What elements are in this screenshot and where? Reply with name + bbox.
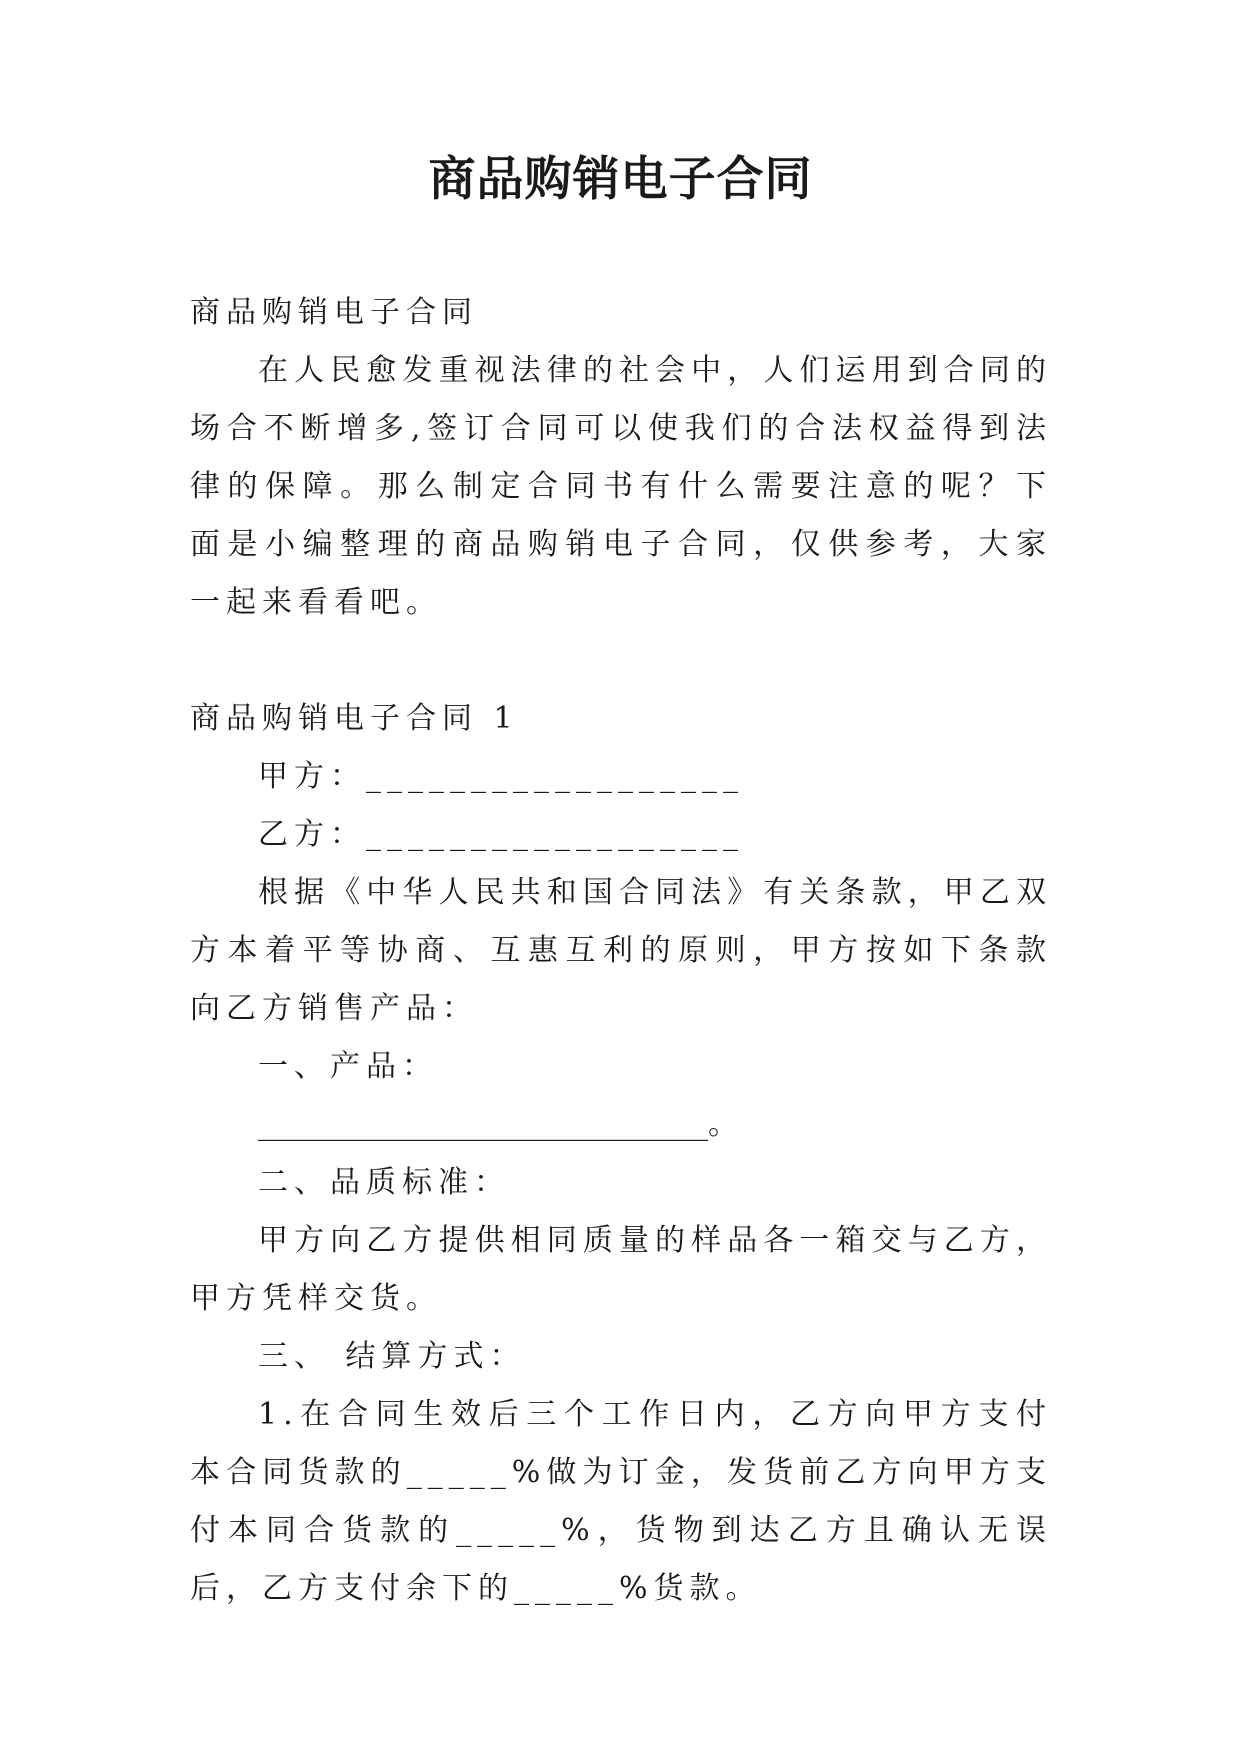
- clause-1-blank: ______________________________。: [258, 1107, 738, 1142]
- clause-2-text: 甲方向乙方提供相同质量的样品各一箱交与乙方，甲方凭样交货。: [190, 1223, 1052, 1316]
- party-a-line: 甲方：__________________: [258, 759, 744, 794]
- preamble-paragraph: 根据《中华人民共和国合同法》有关条款，甲乙双方本着平等协商、互惠互利的原则，甲方按如下条款向乙方销售产品：: [190, 875, 1052, 1026]
- document-body: [190, 284, 1052, 1618]
- party-b-line: 乙方：__________________: [258, 817, 744, 852]
- clause-1-title: 一、产品：: [258, 1049, 438, 1084]
- section-heading: 商品购销电子合同 1: [190, 701, 519, 736]
- document-title: 商品购销电子合同: [428, 152, 813, 207]
- intro-heading: 商品购销电子合同: [190, 295, 478, 330]
- paragraph-gap: [190, 632, 1052, 690]
- clause-3-title: 三、 结算方式：: [258, 1339, 526, 1374]
- intro-paragraph: 在人民愈发重视法律的社会中，人们运用到合同的场合不断增多,签订合同可以使我们的合法权益得到法律的保障。那么制定合同书有什么需要注意的呢？下面是小编整理的商品购销电子合同，仅供参考，大家一起来看看吧。: [190, 353, 1052, 620]
- clause-2-title: 二、品质标准：: [258, 1165, 510, 1200]
- clause-3-item-1: 1.在合同生效后三个工作日内，乙方向甲方支付本合同货款的_____%做为订金，发货前乙方向甲方支付本同合货款的_____%，货物到达乙方且确认无误后，乙方支付余下的_____%货款。: [190, 1397, 1052, 1606]
